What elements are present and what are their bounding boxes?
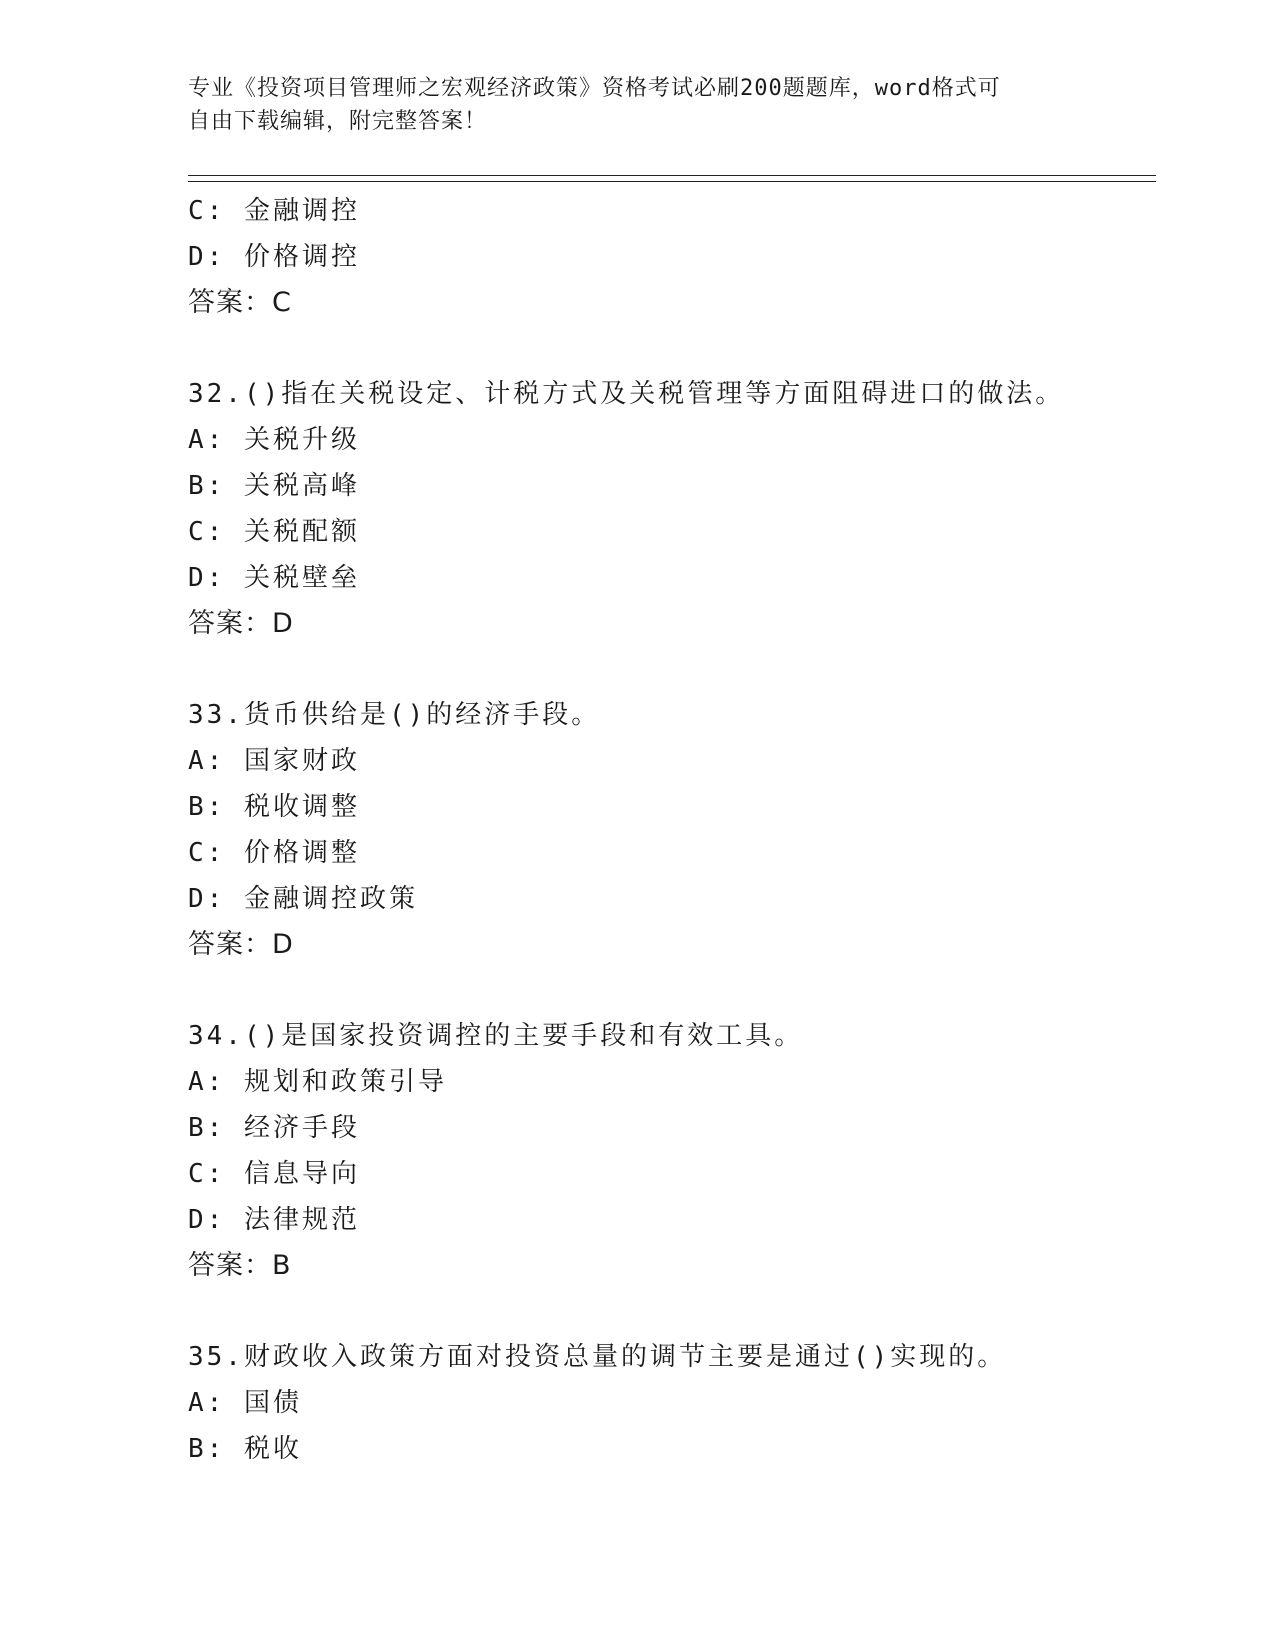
spacer [188, 326, 1148, 371]
spacer [188, 1289, 1148, 1334]
option-b: B: 税收调整 [188, 792, 360, 822]
header-line-2: 自由下载编辑，附完整答案！ [188, 109, 488, 134]
question-list [188, 188, 1148, 1472]
option-b: B: 关税高峰 [188, 471, 360, 501]
answer-line: 答案：C [188, 287, 292, 318]
question-block-prev [188, 188, 1148, 326]
answer-line: 答案：B [188, 1250, 292, 1281]
question-block-34 [188, 1013, 1148, 1289]
header-divider-top [188, 175, 1156, 176]
option-c: C: 关税配额 [188, 517, 360, 547]
question-stem: 33.货币供给是()的经济手段。 [188, 700, 601, 730]
question-stem: 35.财政收入政策方面对投资总量的调节主要是通过()实现的。 [188, 1342, 1007, 1372]
spacer [188, 647, 1148, 692]
option-d: D: 金融调控政策 [188, 884, 418, 914]
document-header [188, 72, 1088, 138]
option-a: A: 规划和政策引导 [188, 1067, 447, 1097]
option-b: B: 税收 [188, 1434, 302, 1464]
option-d: D: 价格调控 [188, 242, 360, 272]
option-c: C: 信息导向 [188, 1159, 360, 1189]
option-a: A: 国家财政 [188, 746, 360, 776]
header-line-1: 专业《投资项目管理师之宏观经济政策》资格考试必刷200题题库，word格式可 [188, 76, 1001, 101]
answer-line: 答案：D [188, 929, 294, 960]
answer-line: 答案：D [188, 608, 294, 639]
question-block-35 [188, 1334, 1148, 1472]
question-block-33 [188, 692, 1148, 968]
option-a: A: 国债 [188, 1388, 302, 1418]
option-d: D: 法律规范 [188, 1205, 360, 1235]
question-block-32 [188, 371, 1148, 647]
option-b: B: 经济手段 [188, 1113, 360, 1143]
option-a: A: 关税升级 [188, 425, 360, 455]
question-stem: 34.()是国家投资调控的主要手段和有效工具。 [188, 1021, 804, 1051]
spacer [188, 968, 1148, 1013]
option-c: C: 金融调控 [188, 196, 360, 226]
option-c: C: 价格调整 [188, 838, 360, 868]
option-d: D: 关税壁垒 [188, 563, 360, 593]
header-divider-bottom [188, 181, 1156, 182]
question-stem: 32.()指在关税设定、计税方式及关税管理等方面阻碍进口的做法。 [188, 379, 1065, 409]
